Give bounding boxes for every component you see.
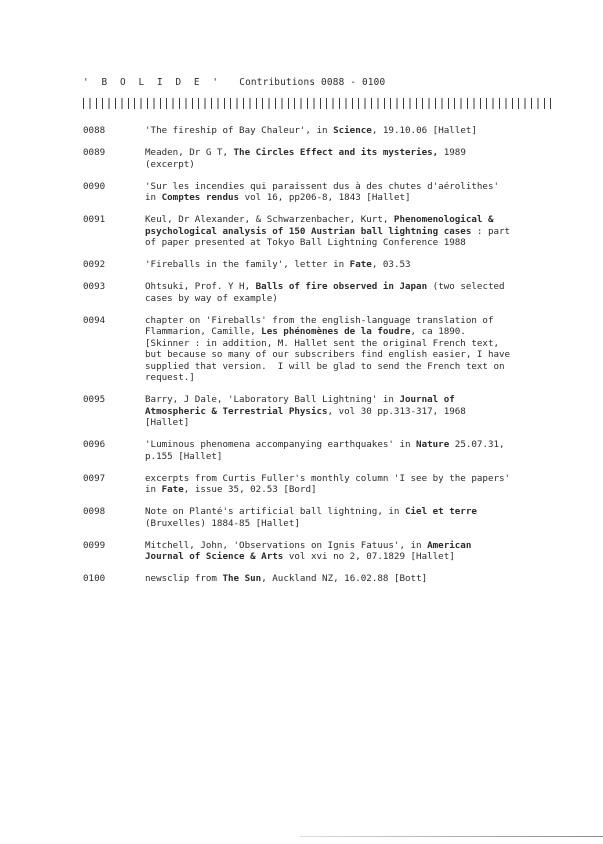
citation-text: Mitchell, John, 'Observations on Ignis Fatuus', in [145,539,428,551]
entry-citation [145,473,553,496]
citation-line [145,181,553,193]
entry-citation [145,125,553,137]
citation-text: but because so many of our subscribers find english easier, I have [145,349,511,360]
contribution-entry [83,259,553,271]
citation-line [145,293,553,305]
separator-rule [83,98,556,109]
citation-text: [Hallet] [145,417,190,428]
citation-text: (excerpt) [145,158,195,170]
citation-text: chapter on 'Fireballs' from the english-language translation of [145,314,494,326]
entry-number: 0094 [83,314,106,326]
citation-title-bold: Journal of [399,394,455,405]
citation-text: , vol 30 pp.313-317, 1968 [327,405,466,417]
entry-citation [145,147,553,170]
contribution-entry [83,573,553,585]
entry-citation [145,281,553,304]
citation-line [145,484,553,496]
citation-title-bold: Fate [161,484,184,495]
citation-text: vol 16, pp206-8, 1843 [Hallet] [239,192,411,203]
citation-title-bold: Science [333,125,372,136]
citation-text: , Auckland NZ, 16.02.88 [Bott] [261,573,428,584]
citation-line [145,338,553,350]
contribution-entry [83,394,553,429]
contribution-entry [83,506,553,529]
citation-text: supplied that version. I will be glad to send the French text on [145,360,505,372]
citation-line [145,281,553,293]
citation-text: 25.07.31, [449,439,505,450]
citation-text: , 19.10.06 [Hallet] [371,125,477,136]
entry-citation [145,214,553,249]
entry-number: 0100 [83,573,106,584]
citation-text: Keul, Dr Alexander, & Schwarzenbacher, Kurt, [145,214,394,225]
citation-text: in [145,192,162,203]
contribution-entry [83,147,553,170]
entry-number: 0092 [83,259,106,270]
citation-line [145,406,553,418]
citation-text: 'Fireballs in the family', letter in [145,259,350,270]
citation-title-bold: Ciel et terre [404,506,477,517]
entry-citation [145,394,553,429]
citation-text: , 03.53 [371,259,411,270]
citation-title-bold: American [427,539,472,551]
citation-title-bold: The Circles Effect and its mysteries, [233,147,439,158]
series-name: ' B O L I D E ' [83,77,222,88]
entry-number: 0091 [83,214,106,225]
citation-text: (Bruxelles) 1884-85 [Hallet] [145,517,300,529]
scan-edge-line [300,836,603,837]
citation-line [145,372,553,384]
citation-title-bold: Les phénomènes de la foudre [261,326,411,337]
entry-number: 0097 [83,472,106,484]
entry-citation [145,540,553,563]
citation-line [145,192,553,204]
contribution-entry [83,315,553,384]
entry-number: 0088 [83,125,106,136]
citation-text: 'The fireship of Bay Chaleur', in [145,125,334,136]
citation-line [145,551,553,563]
entry-number: 0098 [83,506,106,517]
contribution-entry [83,125,553,137]
citation-title-bold: Phenomenological & [393,214,494,225]
citation-line [145,506,553,518]
citation-text: (two selected [427,281,505,292]
citation-text: of paper presented at Tokyo Ball Lightning Conference 1988 [145,237,466,248]
citation-line [145,394,553,406]
citation-text: 'Sur les incendies qui paraissent dus à des chutes d'aérolithes' [145,180,500,192]
citation-line [145,226,553,238]
citation-text: in [145,484,162,495]
citation-line [145,259,553,271]
contribution-entry [83,281,553,304]
citation-line [145,147,553,159]
contributions-title: Contributions 0088 - 0100 [239,77,386,88]
entry-number: 0096 [83,439,106,450]
citation-text: vol xvi no 2, 07.1829 [Hallet] [283,551,455,562]
citation-title-bold: The Sun [222,573,262,584]
citation-line [145,349,553,361]
citation-text: 'Luminous phenomena accompanying earthquakes' in [145,439,417,450]
citation-text: Barry, J Dale, 'Laboratory Ball Lightning' in [145,394,400,405]
citation-line [145,326,553,338]
citation-text: Flammarion, Camille, [145,326,262,337]
citation-line [145,125,553,137]
citation-text: Meaden, Dr G T, [145,147,234,158]
citation-text: p.155 [Hallet] [145,450,223,462]
citation-line [145,214,553,226]
contribution-entry [83,439,553,462]
entry-citation [145,315,553,384]
page-header [83,77,385,88]
citation-title-bold: Fate [349,259,372,270]
entry-number: 0099 [83,539,106,551]
citation-line [145,540,553,552]
contribution-entry [83,181,553,204]
citation-title-bold: Balls of fire observed in Japan [255,281,428,292]
citation-title-bold: psychological analysis of 150 Austrian ball lightning cases [145,225,472,237]
citation-text: excerpts from Curtis Fuller's monthly column 'I see by the papers' [145,472,511,484]
citation-line [145,573,553,585]
entry-number: 0089 [83,147,106,158]
citation-text: [Skinner : in addition, M. Hallet sent the original French text, [145,337,500,349]
citation-text: 1989 [438,147,466,158]
entry-citation [145,259,553,271]
entry-number: 0093 [83,281,106,292]
entry-citation [145,439,553,462]
citation-text: Note on Planté's artificial ball lightning, in [145,506,405,517]
entry-citation [145,573,553,585]
citation-line [145,473,553,485]
citation-text: , ca 1890. [410,326,466,337]
citation-line [145,518,553,530]
entry-citation [145,181,553,204]
citation-title-bold: Journal of Science & Arts [145,551,284,562]
citation-title-bold: Comptes rendus [161,192,240,203]
citation-title-bold: Atmospheric & Terrestrial Physics [145,405,328,417]
citation-line [145,159,553,171]
citation-line [145,315,553,327]
citation-line [145,439,553,451]
contributions-list [83,125,553,595]
entry-citation [145,506,553,529]
citation-line [145,237,553,249]
contribution-entry [83,540,553,563]
citation-text: newsclip from [145,573,223,584]
citation-text: request.] [145,372,195,383]
contribution-entry [83,214,553,249]
citation-line [145,417,553,429]
contribution-entry [83,473,553,496]
citation-line [145,451,553,463]
citation-text: cases by way of example) [145,292,278,304]
entry-number: 0090 [83,180,106,192]
citation-text: Ohtsuki, Prof. Y H, [145,281,256,292]
citation-line [145,361,553,373]
entry-number: 0095 [83,394,106,405]
citation-title-bold: Nature [416,439,450,450]
citation-text: , issue 35, 02.53 [Bord] [183,484,317,495]
citation-text: : part [471,225,511,237]
